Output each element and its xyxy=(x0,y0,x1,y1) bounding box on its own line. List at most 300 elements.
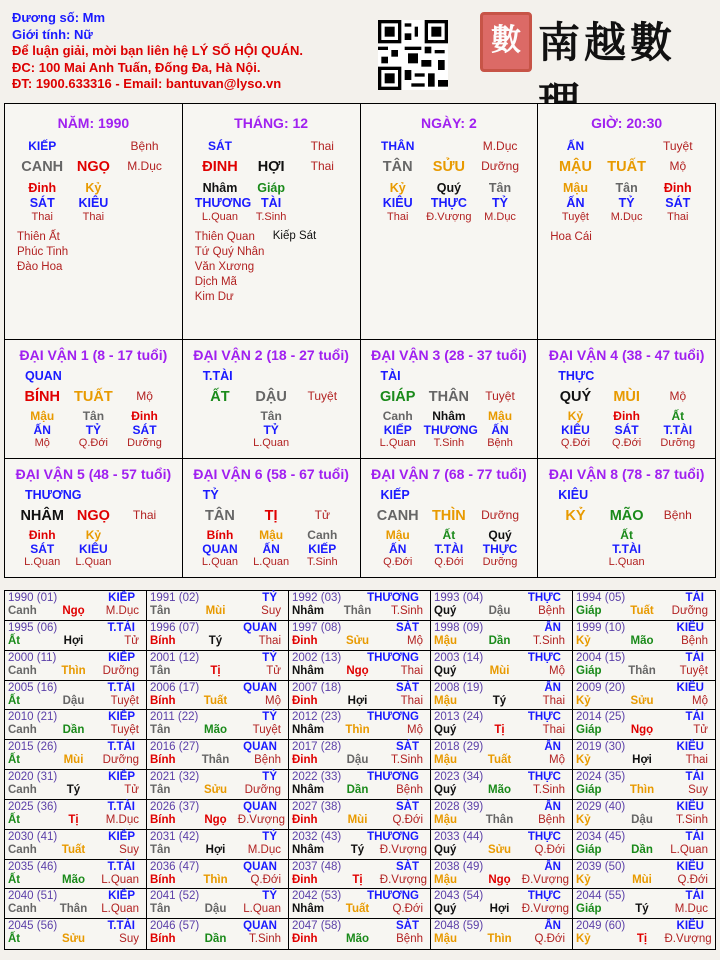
dai-van-hidden: T.Sinh xyxy=(433,437,465,449)
dai-van-hidden: L.Quan xyxy=(379,437,416,449)
dai-van-hidden: Dưỡng xyxy=(482,556,518,568)
year-pillar-line xyxy=(292,844,427,857)
year-stem: Giáp xyxy=(576,843,602,856)
year-branch: Ngọ xyxy=(62,605,85,617)
year-cell[interactable] xyxy=(573,830,715,860)
year-branch: Ngọ xyxy=(346,664,369,677)
year-god: ẤN xyxy=(544,860,561,873)
header-info xyxy=(12,10,303,93)
year-cell[interactable] xyxy=(147,651,289,681)
year-line xyxy=(150,771,285,784)
year-god: QUAN xyxy=(243,621,277,634)
year-state: T.Sinh xyxy=(533,784,565,796)
year-line xyxy=(8,592,143,605)
year-pillar-line xyxy=(292,874,427,887)
year-line xyxy=(292,622,427,635)
year-cell[interactable] xyxy=(289,919,431,949)
year-branch: Hợi xyxy=(632,754,652,767)
dai-van-hidden: T.TÀI xyxy=(612,542,641,556)
year-pillar-line xyxy=(576,635,712,648)
year-line xyxy=(434,920,569,933)
year-line xyxy=(434,682,569,695)
year-cell[interactable] xyxy=(431,681,573,711)
year-branch: Sửu xyxy=(345,634,370,647)
year-god: KIẾP xyxy=(108,771,135,783)
dai-van-state: Mộ xyxy=(669,389,687,403)
year-cell[interactable] xyxy=(289,591,431,621)
year-label: 2017 (28) xyxy=(292,741,342,754)
year-cell[interactable] xyxy=(5,800,147,830)
dai-van-hidden-row xyxy=(538,556,715,568)
year-branch: Hợi xyxy=(489,903,510,916)
year-branch: Thìn xyxy=(203,873,228,886)
year-stem: Bính xyxy=(150,694,176,707)
dai-van-column xyxy=(361,340,539,458)
year-cell[interactable] xyxy=(289,621,431,651)
year-cell[interactable] xyxy=(5,740,147,770)
year-label: 1992 (03) xyxy=(292,592,342,604)
dai-van-hidden: ẤN xyxy=(262,542,280,556)
dai-van-hidden: KIÊU xyxy=(79,542,108,556)
dai-van-god: QUAN xyxy=(25,369,62,383)
year-cell[interactable] xyxy=(573,710,715,740)
pillar-hidden-row xyxy=(183,181,360,195)
pillar-hidden: SÁT xyxy=(29,196,55,210)
year-cell[interactable] xyxy=(147,860,289,890)
year-line xyxy=(434,831,569,844)
year-state: Tuyệt xyxy=(110,694,139,707)
pillar-god: ẤN xyxy=(566,139,585,153)
year-pillar-line xyxy=(8,605,143,618)
dai-van-title: ĐẠI VẬN 4 (38 - 47 tuổi) xyxy=(548,347,705,363)
year-pillar-line xyxy=(576,814,712,827)
dai-van-column xyxy=(5,459,183,577)
year-state: Thai xyxy=(400,664,423,677)
dai-van-hidden: Mậu xyxy=(385,528,410,542)
dai-van-hidden-row xyxy=(538,423,715,437)
year-pillar-line xyxy=(150,933,285,946)
year-label: 2009 (20) xyxy=(576,681,626,694)
year-pillar-line xyxy=(292,635,427,648)
star-name: Thiên Quan xyxy=(194,231,255,243)
dai-van-god: TỶ xyxy=(202,488,219,502)
dai-van-god: TÀI xyxy=(380,369,401,383)
year-god: TỶ xyxy=(262,711,277,724)
year-line xyxy=(150,890,285,903)
year-cell[interactable] xyxy=(289,681,431,711)
year-cell[interactable] xyxy=(289,770,431,800)
year-cell[interactable] xyxy=(573,800,715,830)
year-line xyxy=(292,652,427,665)
year-stem: Mậu xyxy=(434,694,457,707)
dai-van-hidden: KIẾP xyxy=(383,423,412,437)
year-line xyxy=(150,741,285,754)
year-state: Tử xyxy=(693,724,708,737)
year-stem: Bính xyxy=(150,754,176,767)
year-stem: Quý xyxy=(434,724,457,737)
year-state: Mộ xyxy=(265,694,281,707)
year-label: 1991 (02) xyxy=(150,592,200,604)
year-line xyxy=(8,861,143,874)
year-god: TÀI xyxy=(685,830,704,843)
year-cell[interactable] xyxy=(5,681,147,711)
year-state: Tuyệt xyxy=(252,724,281,737)
year-stem: Nhâm xyxy=(292,605,324,617)
year-branch: Thìn xyxy=(629,784,655,796)
dai-van-hidden: L.Quan xyxy=(75,556,112,568)
dai-van-hidden-row xyxy=(5,409,182,423)
dai-van-hidden-row xyxy=(5,542,182,556)
year-line xyxy=(434,801,569,814)
pillar-hidden: KIÊU xyxy=(382,196,413,210)
year-pillar-line xyxy=(576,784,712,797)
year-cell[interactable] xyxy=(573,621,715,651)
year-cell[interactable] xyxy=(573,681,715,711)
dai-van-stem: QUÝ xyxy=(559,389,592,405)
star-name: Văn Xương xyxy=(194,261,255,273)
pillar-stem-branch: HỢI xyxy=(257,159,285,175)
year-cell[interactable] xyxy=(147,919,289,949)
pillar-column xyxy=(5,104,183,339)
dai-van-column xyxy=(538,459,715,577)
year-state: Tử xyxy=(124,634,139,647)
pillar-stem-branch: TÂN xyxy=(382,159,413,175)
dai-van-hidden xyxy=(195,423,245,437)
dai-van-god: THỰC xyxy=(558,369,595,383)
dai-van-hidden: L.Quan xyxy=(608,556,645,568)
dai-van-stem: TÂN xyxy=(205,508,235,524)
year-pillar-line xyxy=(150,814,285,827)
star-name: Hoa Cái xyxy=(550,231,592,243)
year-cell[interactable] xyxy=(147,740,289,770)
year-line xyxy=(434,652,569,665)
year-branch: Dần xyxy=(631,843,653,856)
year-line xyxy=(150,711,285,724)
dai-van-hidden: L.Quan xyxy=(201,556,238,568)
year-pillar-line xyxy=(150,784,285,797)
year-state: T.Sinh xyxy=(391,605,423,617)
year-branch: Tuất xyxy=(487,754,512,767)
year-cell[interactable] xyxy=(573,919,715,949)
pillar-hidden: THƯƠNG xyxy=(194,196,252,210)
year-state: L.Quan xyxy=(670,843,708,856)
year-line xyxy=(292,592,427,605)
year-cell[interactable] xyxy=(289,860,431,890)
dai-van-main-row xyxy=(5,389,182,405)
dai-van-hidden: Đinh xyxy=(28,528,56,542)
year-stem: Canh xyxy=(8,664,37,677)
dai-van-main-row xyxy=(183,508,360,524)
year-label: 2029 (40) xyxy=(576,800,626,813)
dai-van-hidden: ẤN xyxy=(389,542,407,556)
year-cell[interactable] xyxy=(5,770,147,800)
year-label: 2048 (59) xyxy=(434,920,484,933)
year-state: T.Sinh xyxy=(249,933,281,946)
year-stem: Giáp xyxy=(576,605,602,617)
year-state: M.Dục xyxy=(247,843,281,856)
year-branch: Dần xyxy=(204,933,227,946)
year-god: TÀI xyxy=(685,771,704,783)
gender: Giới tính: Nữ xyxy=(12,26,93,42)
year-label: 2035 (46) xyxy=(8,860,58,873)
dai-van-title: ĐẠI VẬN 5 (48 - 57 tuổi) xyxy=(15,466,172,482)
year-pillar-line xyxy=(434,874,569,887)
year-stem: Ất xyxy=(8,754,21,767)
year-cell[interactable] xyxy=(5,710,147,740)
year-label: 2039 (50) xyxy=(576,860,626,873)
year-line xyxy=(150,592,285,605)
dai-van-hidden: TỶ xyxy=(263,423,279,437)
dai-van-stem: CANH xyxy=(376,508,419,524)
pillar-hidden xyxy=(297,196,347,210)
year-stem: Ất xyxy=(8,694,21,707)
year-label: 2000 (11) xyxy=(8,651,57,664)
year-label: 1993 (04) xyxy=(434,592,484,604)
qr-code-icon xyxy=(378,20,448,90)
dai-van-hidden xyxy=(297,437,347,449)
dai-van-state: Tử xyxy=(314,508,330,522)
year-god: ẤN xyxy=(544,741,561,754)
year-cell[interactable] xyxy=(289,740,431,770)
pillar-main-row xyxy=(5,159,182,175)
pillar-stem-branch: MẬU xyxy=(558,159,592,175)
year-cell[interactable] xyxy=(147,681,289,711)
year-cell[interactable] xyxy=(5,830,147,860)
year-cell[interactable] xyxy=(573,770,715,800)
dai-van-hidden-row xyxy=(183,423,360,437)
pillar-hidden-row xyxy=(361,196,538,210)
year-line xyxy=(8,741,143,754)
dai-van-hidden: Đinh xyxy=(613,409,640,423)
year-branch: Tý xyxy=(208,634,223,647)
year-label: 2038 (49) xyxy=(434,860,484,873)
year-cell[interactable] xyxy=(431,800,573,830)
year-god: KIÊU xyxy=(676,800,704,813)
year-line xyxy=(150,831,285,844)
year-cell[interactable] xyxy=(431,740,573,770)
year-state: T.Sinh xyxy=(676,813,708,826)
year-stem: Đinh xyxy=(292,933,318,946)
dai-van-title: ĐẠI VẬN 1 (8 - 17 tuổi) xyxy=(19,347,168,363)
year-label: 2015 (26) xyxy=(8,741,58,754)
year-label: 1990 (01) xyxy=(8,592,58,604)
year-cell[interactable] xyxy=(573,860,715,890)
year-cell[interactable] xyxy=(5,591,147,621)
year-cell[interactable] xyxy=(5,621,147,651)
year-cell[interactable] xyxy=(5,860,147,890)
year-cell[interactable] xyxy=(573,740,715,770)
pillar-hidden xyxy=(119,211,169,223)
year-cell[interactable] xyxy=(431,830,573,860)
year-god: SÁT xyxy=(396,681,419,694)
dai-van-god: KIẾP xyxy=(380,488,410,502)
year-label: 2037 (48) xyxy=(292,860,342,873)
dai-van-main-row xyxy=(538,508,715,524)
year-cell[interactable] xyxy=(289,710,431,740)
year-state: Tuyệt xyxy=(110,724,139,737)
year-state: Thai xyxy=(400,694,423,707)
pillar-stem-branch: Mộ xyxy=(669,159,687,173)
year-line xyxy=(576,771,712,784)
dai-van-hidden: T.TÀI xyxy=(663,423,693,437)
year-stem: Canh xyxy=(8,784,37,796)
year-cell[interactable] xyxy=(5,651,147,681)
year-pillar-line xyxy=(292,903,427,916)
pillar-god xyxy=(68,139,118,153)
pillar-god-row xyxy=(5,139,182,153)
year-god: QUAN xyxy=(243,800,277,813)
dai-van-hidden-row xyxy=(538,437,715,449)
pillar-hidden: Kỷ xyxy=(389,181,406,195)
year-stem: Kỷ xyxy=(576,813,591,826)
pillar-god-row xyxy=(183,139,360,153)
year-god: T.TÀI xyxy=(107,860,135,873)
year-label: 2025 (36) xyxy=(8,800,58,813)
year-stem: Đinh xyxy=(292,873,318,886)
year-cell[interactable] xyxy=(289,800,431,830)
year-cell[interactable] xyxy=(147,800,289,830)
year-pillar-line xyxy=(292,814,427,827)
year-stem: Bính xyxy=(150,873,176,886)
year-god: QUAN xyxy=(243,741,277,754)
dai-van-hidden: THƯƠNG xyxy=(423,423,478,437)
year-branch: Tý xyxy=(66,784,81,796)
year-state: Đ.Vượng xyxy=(521,873,569,886)
year-cell[interactable] xyxy=(289,889,431,919)
year-line xyxy=(434,711,569,724)
year-cell[interactable] xyxy=(431,651,573,681)
year-line xyxy=(292,890,427,903)
year-stem: Canh xyxy=(8,843,37,856)
year-label: 2013 (24) xyxy=(434,711,484,724)
year-pillar-line xyxy=(150,903,285,916)
year-stem: Tân xyxy=(150,903,171,916)
year-state: Q.Đới xyxy=(534,843,565,856)
year-stem: Đinh xyxy=(292,694,318,707)
year-cell[interactable] xyxy=(431,919,573,949)
year-label: 2028 (39) xyxy=(434,800,484,813)
year-stem: Kỷ xyxy=(576,873,591,886)
year-god: SÁT xyxy=(396,741,419,754)
year-cell[interactable] xyxy=(5,919,147,949)
year-branch: Thìn xyxy=(61,664,86,677)
year-branch: Sửu xyxy=(487,843,512,856)
year-branch: Tý xyxy=(492,694,507,707)
year-cell[interactable] xyxy=(573,889,715,919)
year-label: 2014 (25) xyxy=(576,711,626,724)
year-state: Đ.Vượng xyxy=(379,873,427,886)
year-god: T.TÀI xyxy=(107,920,135,933)
year-cell[interactable] xyxy=(431,770,573,800)
year-cell[interactable] xyxy=(147,710,289,740)
dai-van-stem: GIÁP xyxy=(379,389,416,405)
dai-van-hidden: KIẾP xyxy=(308,542,337,556)
year-cell[interactable] xyxy=(147,621,289,651)
year-line xyxy=(576,682,712,695)
year-label: 2004 (15) xyxy=(576,651,626,664)
year-branch: Mùi xyxy=(347,813,368,826)
year-stem: Mậu xyxy=(434,634,457,647)
year-branch: Ngọ xyxy=(204,813,227,826)
year-cell[interactable] xyxy=(289,651,431,681)
year-branch: Tị xyxy=(636,933,648,946)
year-state: Thai xyxy=(542,694,565,707)
year-god: THỰC xyxy=(527,711,561,724)
dai-van-hidden: Q.Đới xyxy=(560,437,591,449)
year-stem: Ất xyxy=(8,634,21,647)
dai-van-hidden: Dưỡng xyxy=(127,437,162,449)
year-state: L.Quan xyxy=(243,903,281,916)
year-stem: Nhâm xyxy=(292,724,324,737)
year-label: 2007 (18) xyxy=(292,681,342,694)
year-line xyxy=(292,682,427,695)
year-god: TỶ xyxy=(262,651,277,664)
dai-van-hidden: L.Quan xyxy=(253,556,290,568)
year-branch: Tuất xyxy=(345,903,370,916)
year-state: Bệnh xyxy=(681,634,708,647)
year-cell[interactable] xyxy=(431,621,573,651)
year-pillar-line xyxy=(434,933,569,946)
year-state: Q.Đới xyxy=(534,933,565,946)
pillar-hidden-row xyxy=(5,211,182,223)
year-branch: Mùi xyxy=(205,605,226,617)
year-cell[interactable] xyxy=(573,651,715,681)
year-cell[interactable] xyxy=(147,889,289,919)
year-pillar-line xyxy=(434,665,569,678)
dai-van-state: Bệnh xyxy=(663,508,692,522)
dai-van-hidden: ẤN xyxy=(33,423,51,437)
year-branch: Tị xyxy=(494,724,505,737)
year-cell[interactable] xyxy=(573,591,715,621)
year-line xyxy=(292,711,427,724)
dai-van-title: ĐẠI VẬN 3 (28 - 37 tuổi) xyxy=(371,347,527,363)
pillar-hidden: Thai xyxy=(667,211,689,223)
dai-van-branch: THÌN xyxy=(431,508,466,524)
dai-van-column xyxy=(183,459,361,577)
year-label: 1995 (06) xyxy=(8,621,58,634)
year-line xyxy=(434,861,569,874)
year-cell[interactable] xyxy=(5,889,147,919)
pillar-hidden: T.Sinh xyxy=(255,211,287,223)
dai-van-hidden: T.TÀI xyxy=(434,542,464,556)
year-line xyxy=(292,920,427,933)
pillar-god-row xyxy=(538,139,715,153)
year-branch: Dậu xyxy=(488,605,511,617)
year-line xyxy=(576,711,712,724)
year-cell[interactable] xyxy=(147,830,289,860)
pillar-title: GIỜ: 20:30 xyxy=(591,115,663,131)
year-stem: Nhâm xyxy=(292,843,324,856)
year-cell[interactable] xyxy=(431,860,573,890)
year-branch: Thân xyxy=(628,664,656,677)
year-cell[interactable] xyxy=(431,889,573,919)
pillar-hidden-row xyxy=(538,181,715,195)
year-cell[interactable] xyxy=(147,591,289,621)
year-cell[interactable] xyxy=(289,830,431,860)
year-cell[interactable] xyxy=(431,710,573,740)
year-line xyxy=(434,890,569,903)
year-cell[interactable] xyxy=(147,770,289,800)
dai-van-hidden: THỰC xyxy=(482,542,518,556)
dai-van-hidden: QUAN xyxy=(202,542,238,556)
year-label: 2010 (21) xyxy=(8,711,58,724)
dai-van-hidden xyxy=(653,528,703,542)
dai-van-hidden-row xyxy=(5,556,182,568)
pillar-column xyxy=(183,104,361,339)
dai-van-main-row xyxy=(538,389,715,405)
year-stem: Quý xyxy=(434,664,457,677)
year-cell[interactable] xyxy=(431,591,573,621)
